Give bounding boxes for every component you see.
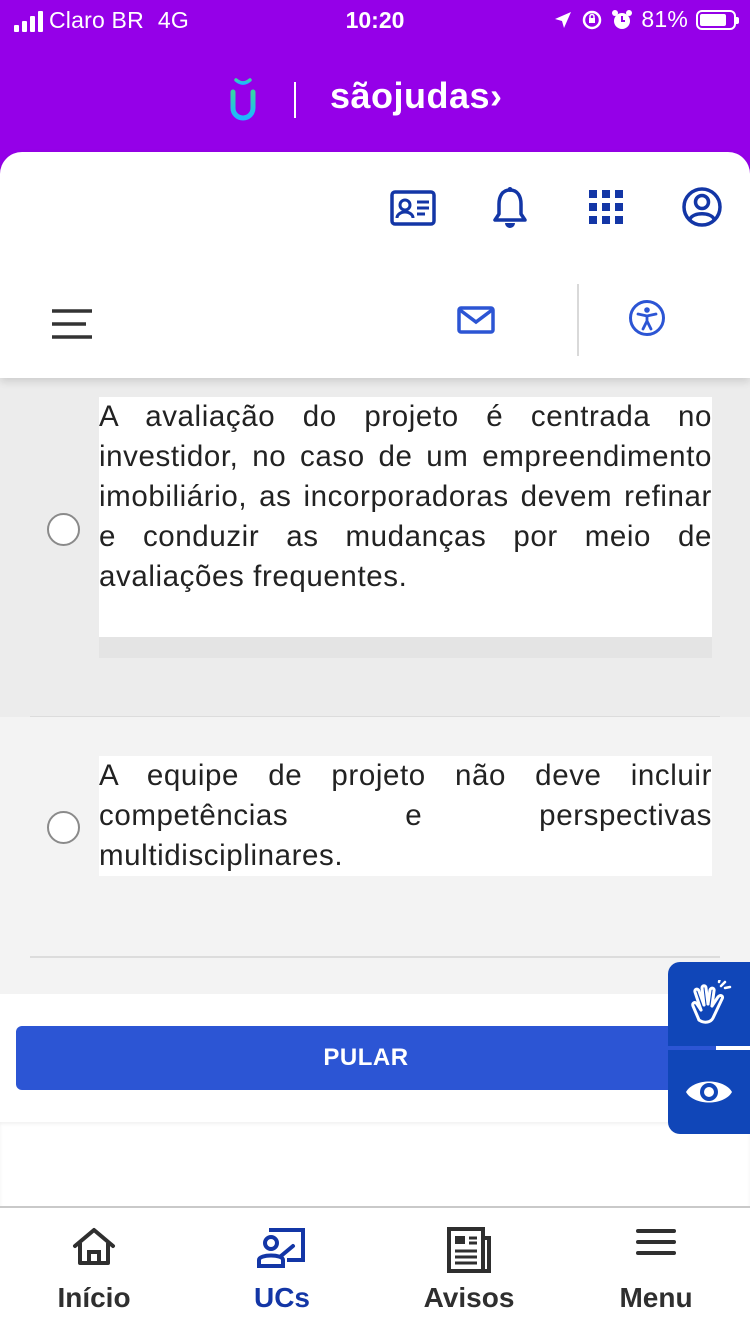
- brand-divider: [294, 82, 296, 118]
- nav-item-ucs[interactable]: [188, 1208, 376, 1334]
- option-text-band: [99, 637, 712, 658]
- alarm-icon: [611, 9, 633, 31]
- nav-label: Avisos: [423, 1282, 515, 1313]
- nav-item-avisos[interactable]: [375, 1208, 563, 1334]
- carrier-label: Claro BR: [49, 7, 144, 33]
- skip-area: [0, 994, 750, 1122]
- status-bar: [0, 0, 750, 42]
- answer-option[interactable]: [0, 376, 750, 717]
- status-right: [553, 6, 736, 33]
- blank-area: [0, 1122, 750, 1208]
- sign-language-button[interactable]: [668, 962, 750, 1046]
- hamburger-menu-icon[interactable]: [52, 308, 92, 340]
- home-icon: [71, 1226, 117, 1266]
- bell-icon[interactable]: [492, 186, 528, 230]
- nav-item-menu[interactable]: [562, 1208, 750, 1334]
- eye-button[interactable]: [668, 1050, 750, 1134]
- option-text: A avaliação do projeto é centrada no investidor, no caso de um empreendimento imobiliário, as incorporadoras devem refinar e conduzir as mudanças por meio de avaliações frequentes.: [99, 397, 712, 637]
- newspaper-icon: [445, 1226, 493, 1274]
- option-text: A equipe de projeto não deve incluir competências e perspectivas multidisciplinares.: [99, 756, 712, 876]
- user-profile-icon[interactable]: [681, 186, 723, 228]
- nav-item-inicio[interactable]: [0, 1208, 188, 1334]
- mail-icon[interactable]: [457, 306, 495, 334]
- answer-option[interactable]: [0, 717, 750, 994]
- option-separator: [30, 956, 720, 958]
- id-card-icon[interactable]: [390, 190, 436, 226]
- location-arrow-icon: [553, 10, 573, 30]
- u-logo-icon: [228, 78, 258, 122]
- battery-fill: [700, 14, 726, 26]
- classroom-icon: [257, 1226, 307, 1268]
- clock: 10:20: [345, 7, 405, 33]
- bottom-nav: [0, 1206, 750, 1334]
- sign-language-icon: [685, 980, 733, 1028]
- skip-button[interactable]: PULAR: [16, 1026, 716, 1090]
- network-label: 4G: [157, 7, 189, 33]
- battery-icon: [696, 10, 736, 30]
- apps-grid-icon[interactable]: [589, 190, 623, 224]
- question-options: [0, 376, 750, 994]
- brand-name: sãojudas›: [330, 75, 503, 116]
- accessibility-icon[interactable]: [628, 299, 666, 337]
- brand-bar: [0, 42, 750, 154]
- eye-icon: [684, 1075, 734, 1109]
- header-card: [0, 152, 750, 378]
- option-radio[interactable]: [47, 513, 80, 546]
- menu-icon: [636, 1226, 676, 1258]
- toolbar-divider: [577, 284, 579, 356]
- battery-percent: 81%: [641, 6, 688, 32]
- nav-label: UCs: [253, 1282, 310, 1313]
- rotation-lock-icon: [581, 9, 603, 31]
- nav-label: Início: [57, 1282, 131, 1313]
- option-radio[interactable]: [47, 811, 80, 844]
- nav-label: Menu: [619, 1282, 693, 1313]
